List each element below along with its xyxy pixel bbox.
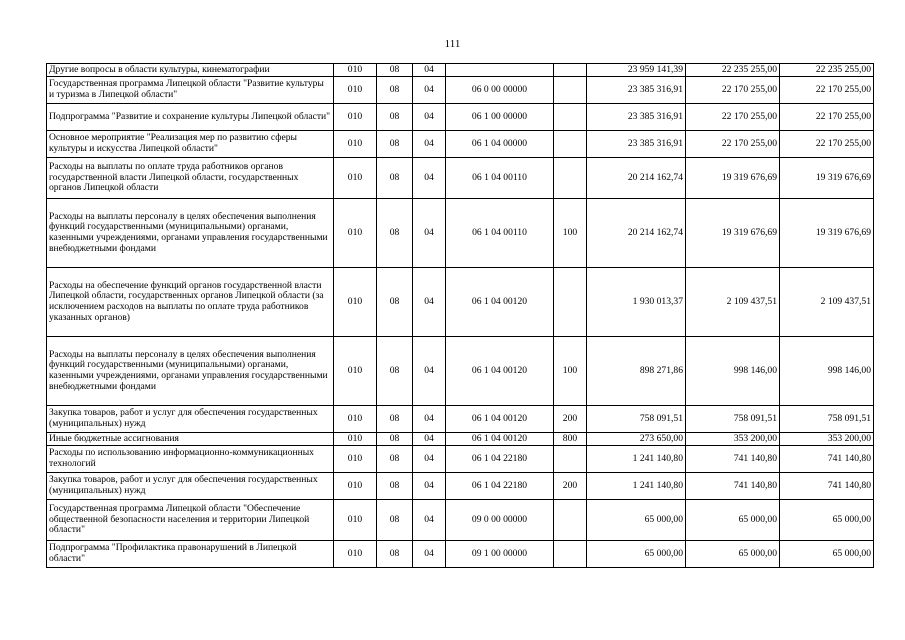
row-section: 08 bbox=[377, 500, 413, 541]
row-sum-2: 65 000,00 bbox=[686, 500, 780, 541]
row-gr-code: 010 bbox=[334, 500, 377, 541]
row-gr-code: 010 bbox=[334, 337, 377, 406]
row-name: Иные бюджетные ассигнования bbox=[47, 433, 334, 446]
row-sum-1: 20 214 162,74 bbox=[587, 158, 686, 199]
row-gr-code: 010 bbox=[334, 446, 377, 473]
row-expense-type bbox=[554, 541, 587, 568]
row-sum-1: 65 000,00 bbox=[587, 541, 686, 568]
row-sum-1: 23 385 316,91 bbox=[587, 77, 686, 104]
row-section: 08 bbox=[377, 64, 413, 77]
row-name: Основное мероприятие "Реализация мер по развитию сферы культуры и искусства Липецкой области" bbox=[47, 131, 334, 158]
row-subsection: 04 bbox=[413, 268, 446, 337]
row-subsection: 04 bbox=[413, 64, 446, 77]
row-sum-2: 758 091,51 bbox=[686, 406, 780, 433]
row-sum-3: 22 170 255,00 bbox=[780, 77, 874, 104]
row-target-code: 06 1 04 00120 bbox=[446, 337, 554, 406]
row-sum-1: 1 241 140,80 bbox=[587, 473, 686, 500]
row-sum-3: 19 319 676,69 bbox=[780, 199, 874, 268]
row-gr-code: 010 bbox=[334, 131, 377, 158]
row-subsection: 04 bbox=[413, 337, 446, 406]
row-sum-3: 998 146,00 bbox=[780, 337, 874, 406]
row-subsection: 04 bbox=[413, 77, 446, 104]
row-sum-3: 758 091,51 bbox=[780, 406, 874, 433]
row-sum-1: 23 385 316,91 bbox=[587, 104, 686, 131]
row-gr-code: 010 bbox=[334, 406, 377, 433]
row-gr-code: 010 bbox=[334, 433, 377, 446]
row-subsection: 04 bbox=[413, 104, 446, 131]
row-section: 08 bbox=[377, 337, 413, 406]
row-expense-type: 200 bbox=[554, 406, 587, 433]
row-section: 08 bbox=[377, 131, 413, 158]
row-gr-code: 010 bbox=[334, 158, 377, 199]
row-name: Расходы по использованию информационно-коммуникационных технологий bbox=[47, 446, 334, 473]
row-sum-2: 22 170 255,00 bbox=[686, 131, 780, 158]
row-target-code: 06 1 04 22180 bbox=[446, 446, 554, 473]
row-gr-code: 010 bbox=[334, 199, 377, 268]
table-row bbox=[47, 158, 874, 199]
row-expense-type bbox=[554, 77, 587, 104]
row-sum-2: 2 109 437,51 bbox=[686, 268, 780, 337]
row-name: Закупка товаров, работ и услуг для обеспечения государственных (муниципальных) нужд bbox=[47, 406, 334, 433]
row-subsection: 04 bbox=[413, 131, 446, 158]
budget-table bbox=[46, 63, 874, 568]
row-name: Расходы на выплаты по оплате труда работников органов государственной власти Липецкой области, государственных органов Липецкой области bbox=[47, 158, 334, 199]
budget-table-body bbox=[47, 64, 874, 568]
row-sum-3: 65 000,00 bbox=[780, 500, 874, 541]
row-gr-code: 010 bbox=[334, 473, 377, 500]
row-sum-2: 65 000,00 bbox=[686, 541, 780, 568]
row-target-code: 06 1 04 00120 bbox=[446, 268, 554, 337]
row-sum-3: 741 140,80 bbox=[780, 446, 874, 473]
row-section: 08 bbox=[377, 199, 413, 268]
row-section: 08 bbox=[377, 104, 413, 131]
row-name: Другие вопросы в области культуры, кинематографии bbox=[47, 64, 334, 77]
row-subsection: 04 bbox=[413, 199, 446, 268]
row-name: Подпрограмма "Развитие и сохранение культуры Липецкой области" bbox=[47, 104, 334, 131]
row-expense-type bbox=[554, 158, 587, 199]
row-expense-type bbox=[554, 446, 587, 473]
table-row bbox=[47, 337, 874, 406]
row-section: 08 bbox=[377, 268, 413, 337]
row-sum-3: 2 109 437,51 bbox=[780, 268, 874, 337]
row-subsection: 04 bbox=[413, 446, 446, 473]
row-target-code: 06 0 00 00000 bbox=[446, 77, 554, 104]
row-name: Подпрограмма "Профилактика правонарушений в Липецкой области" bbox=[47, 541, 334, 568]
row-sum-1: 1 930 013,37 bbox=[587, 268, 686, 337]
row-subsection: 04 bbox=[413, 541, 446, 568]
row-expense-type bbox=[554, 131, 587, 158]
row-name: Государственная программа Липецкой области "Обеспечение общественной безопасности населения и территории Липецкой области" bbox=[47, 500, 334, 541]
row-section: 08 bbox=[377, 433, 413, 446]
row-sum-1: 23 385 316,91 bbox=[587, 131, 686, 158]
row-sum-2: 22 170 255,00 bbox=[686, 77, 780, 104]
row-expense-type bbox=[554, 64, 587, 77]
row-sum-1: 898 271,86 bbox=[587, 337, 686, 406]
row-gr-code: 010 bbox=[334, 77, 377, 104]
row-sum-1: 65 000,00 bbox=[587, 500, 686, 541]
row-subsection: 04 bbox=[413, 406, 446, 433]
row-sum-3: 741 140,80 bbox=[780, 473, 874, 500]
row-sum-1: 1 241 140,80 bbox=[587, 446, 686, 473]
row-sum-3: 19 319 676,69 bbox=[780, 158, 874, 199]
row-expense-type: 100 bbox=[554, 199, 587, 268]
row-gr-code: 010 bbox=[334, 64, 377, 77]
table-row bbox=[47, 268, 874, 337]
row-subsection: 04 bbox=[413, 433, 446, 446]
row-name: Расходы на выплаты персоналу в целях обеспечения выполнения функций государственными (муниципальными) органами, казенными учреждениями, органами управления государственными внебюджетными фондами bbox=[47, 337, 334, 406]
row-target-code: 09 0 00 00000 bbox=[446, 500, 554, 541]
row-target-code: 06 1 04 00000 bbox=[446, 131, 554, 158]
page-number: 111 bbox=[444, 38, 461, 50]
table-row bbox=[47, 500, 874, 541]
row-subsection: 04 bbox=[413, 158, 446, 199]
row-sum-3: 22 170 255,00 bbox=[780, 104, 874, 131]
row-section: 08 bbox=[377, 77, 413, 104]
row-section: 08 bbox=[377, 446, 413, 473]
row-expense-type: 800 bbox=[554, 433, 587, 446]
row-gr-code: 010 bbox=[334, 104, 377, 131]
row-expense-type bbox=[554, 104, 587, 131]
row-expense-type: 100 bbox=[554, 337, 587, 406]
row-sum-3: 22 170 255,00 bbox=[780, 131, 874, 158]
row-section: 08 bbox=[377, 158, 413, 199]
row-expense-type bbox=[554, 268, 587, 337]
row-sum-2: 19 319 676,69 bbox=[686, 158, 780, 199]
row-sum-3: 353 200,00 bbox=[780, 433, 874, 446]
row-section: 08 bbox=[377, 473, 413, 500]
table-row bbox=[47, 131, 874, 158]
row-section: 08 bbox=[377, 406, 413, 433]
row-sum-2: 741 140,80 bbox=[686, 473, 780, 500]
row-sum-2: 353 200,00 bbox=[686, 433, 780, 446]
row-sum-2: 22 170 255,00 bbox=[686, 104, 780, 131]
row-sum-1: 758 091,51 bbox=[587, 406, 686, 433]
row-sum-1: 273 650,00 bbox=[587, 433, 686, 446]
row-sum-2: 19 319 676,69 bbox=[686, 199, 780, 268]
row-gr-code: 010 bbox=[334, 268, 377, 337]
row-sum-1: 23 959 141,39 bbox=[587, 64, 686, 77]
row-target-code: 06 1 04 00110 bbox=[446, 158, 554, 199]
table-row bbox=[47, 433, 874, 446]
row-target-code: 06 1 04 00120 bbox=[446, 406, 554, 433]
row-target-code: 06 1 04 22180 bbox=[446, 473, 554, 500]
table-row bbox=[47, 406, 874, 433]
table-row bbox=[47, 446, 874, 473]
row-target-code: 06 1 04 00110 bbox=[446, 199, 554, 268]
row-name: Государственная программа Липецкой области "Развитие культуры и туризма в Липецкой области" bbox=[47, 77, 334, 104]
row-name: Расходы на выплаты персоналу в целях обеспечения выполнения функций государственными (муниципальными) органами, казенными учреждениями, органами управления государственными внебюджетными фондами bbox=[47, 199, 334, 268]
table-row bbox=[47, 473, 874, 500]
row-subsection: 04 bbox=[413, 473, 446, 500]
row-expense-type bbox=[554, 500, 587, 541]
table-row bbox=[47, 77, 874, 104]
table-row bbox=[47, 104, 874, 131]
row-target-code: 06 1 00 00000 bbox=[446, 104, 554, 131]
row-sum-3: 22 235 255,00 bbox=[780, 64, 874, 77]
row-expense-type: 200 bbox=[554, 473, 587, 500]
row-target-code: 06 1 04 00120 bbox=[446, 433, 554, 446]
table-row bbox=[47, 64, 874, 77]
row-sum-2: 741 140,80 bbox=[686, 446, 780, 473]
row-sum-1: 20 214 162,74 bbox=[587, 199, 686, 268]
table-row bbox=[47, 199, 874, 268]
table-row bbox=[47, 541, 874, 568]
row-target-code: 09 1 00 00000 bbox=[446, 541, 554, 568]
row-section: 08 bbox=[377, 541, 413, 568]
row-name: Закупка товаров, работ и услуг для обеспечения государственных (муниципальных) нужд bbox=[47, 473, 334, 500]
row-gr-code: 010 bbox=[334, 541, 377, 568]
row-sum-2: 22 235 255,00 bbox=[686, 64, 780, 77]
row-name: Расходы на обеспечение функций органов государственной власти Липецкой области, государственных органов Липецкой области (за исключением расходов на выплаты по оплате труда работников указанных органов) bbox=[47, 268, 334, 337]
row-sum-3: 65 000,00 bbox=[780, 541, 874, 568]
row-target-code bbox=[446, 64, 554, 77]
row-sum-2: 998 146,00 bbox=[686, 337, 780, 406]
row-subsection: 04 bbox=[413, 500, 446, 541]
